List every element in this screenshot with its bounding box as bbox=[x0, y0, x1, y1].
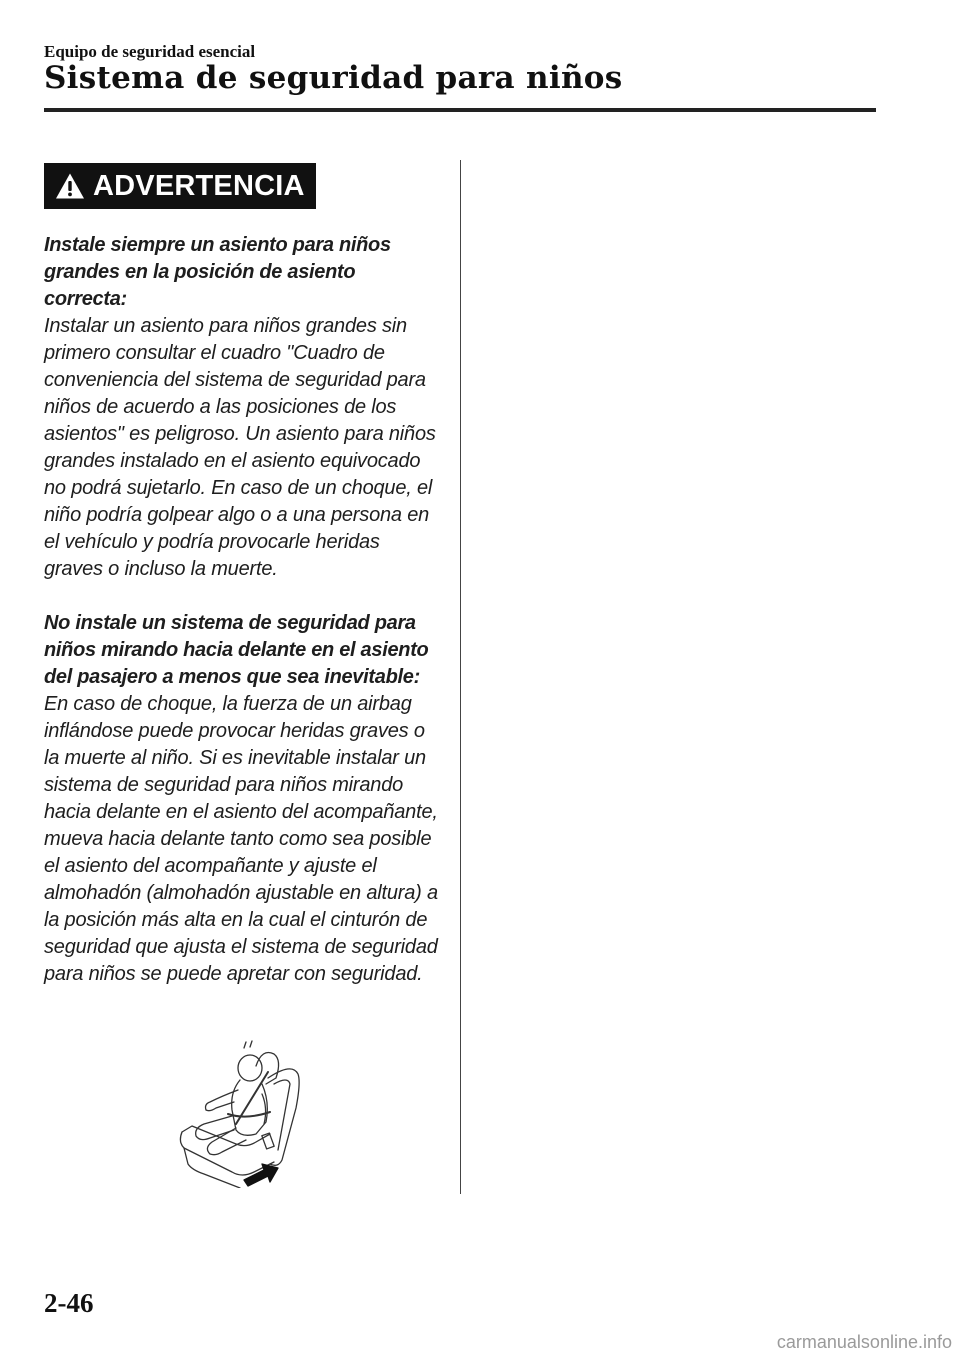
warning-body-2: En caso de choque, la fuerza de un airbag inflándose puede provocar heridas graves o la muerte al niño. Si es inevitable instalar un sistema de seguridad para niños mirando hacia delante en el asiento del acompañante, mueva hacia delante tanto como sea posible el asiento del acompañante y ajuste el almohadón (almohadón ajustable en altura) a la posición más alta en la cual el cinturón de seguridad que ajusta el sistema de seguridad para niños se puede apretar con seguridad. bbox=[44, 693, 438, 985]
child-booster-seat-illustration bbox=[170, 1038, 310, 1188]
section-label: Equipo de seguridad esencial bbox=[44, 42, 256, 61]
warning-heading-1: Instale siempre un asiento para niños grandes en la posición de asiento correcta: bbox=[44, 234, 391, 310]
page-number: 2-46 bbox=[44, 1288, 94, 1318]
warning-triangle-icon bbox=[55, 172, 85, 200]
warning-banner bbox=[44, 163, 316, 209]
warning-content bbox=[44, 232, 439, 988]
column-divider bbox=[460, 160, 461, 1194]
warning-heading-2: No instale un sistema de seguridad para niños mirando hacia delante en el asiento del pasajero a menos que sea inevitable: bbox=[44, 612, 429, 688]
watermark: carmanualsonline.info bbox=[776, 1332, 952, 1352]
page-title: Sistema de seguridad para niños bbox=[44, 60, 623, 96]
title-rule bbox=[44, 108, 876, 112]
warning-label: ADVERTENCIA bbox=[93, 169, 305, 202]
warning-body-1: Instalar un asiento para niños grandes sin primero consultar el cuadro "Cuadro de conveniencia del sistema de seguridad para niños de acuerdo a las posiciones de los asientos" es peligroso. Un asiento para niños grandes instalado en el asiento equivocado no podrá sujetarlo. En caso de un choque, el niño podría golpear algo o a una persona en el vehículo y podría provocarle heridas graves o incluso la muerte. bbox=[44, 315, 436, 580]
